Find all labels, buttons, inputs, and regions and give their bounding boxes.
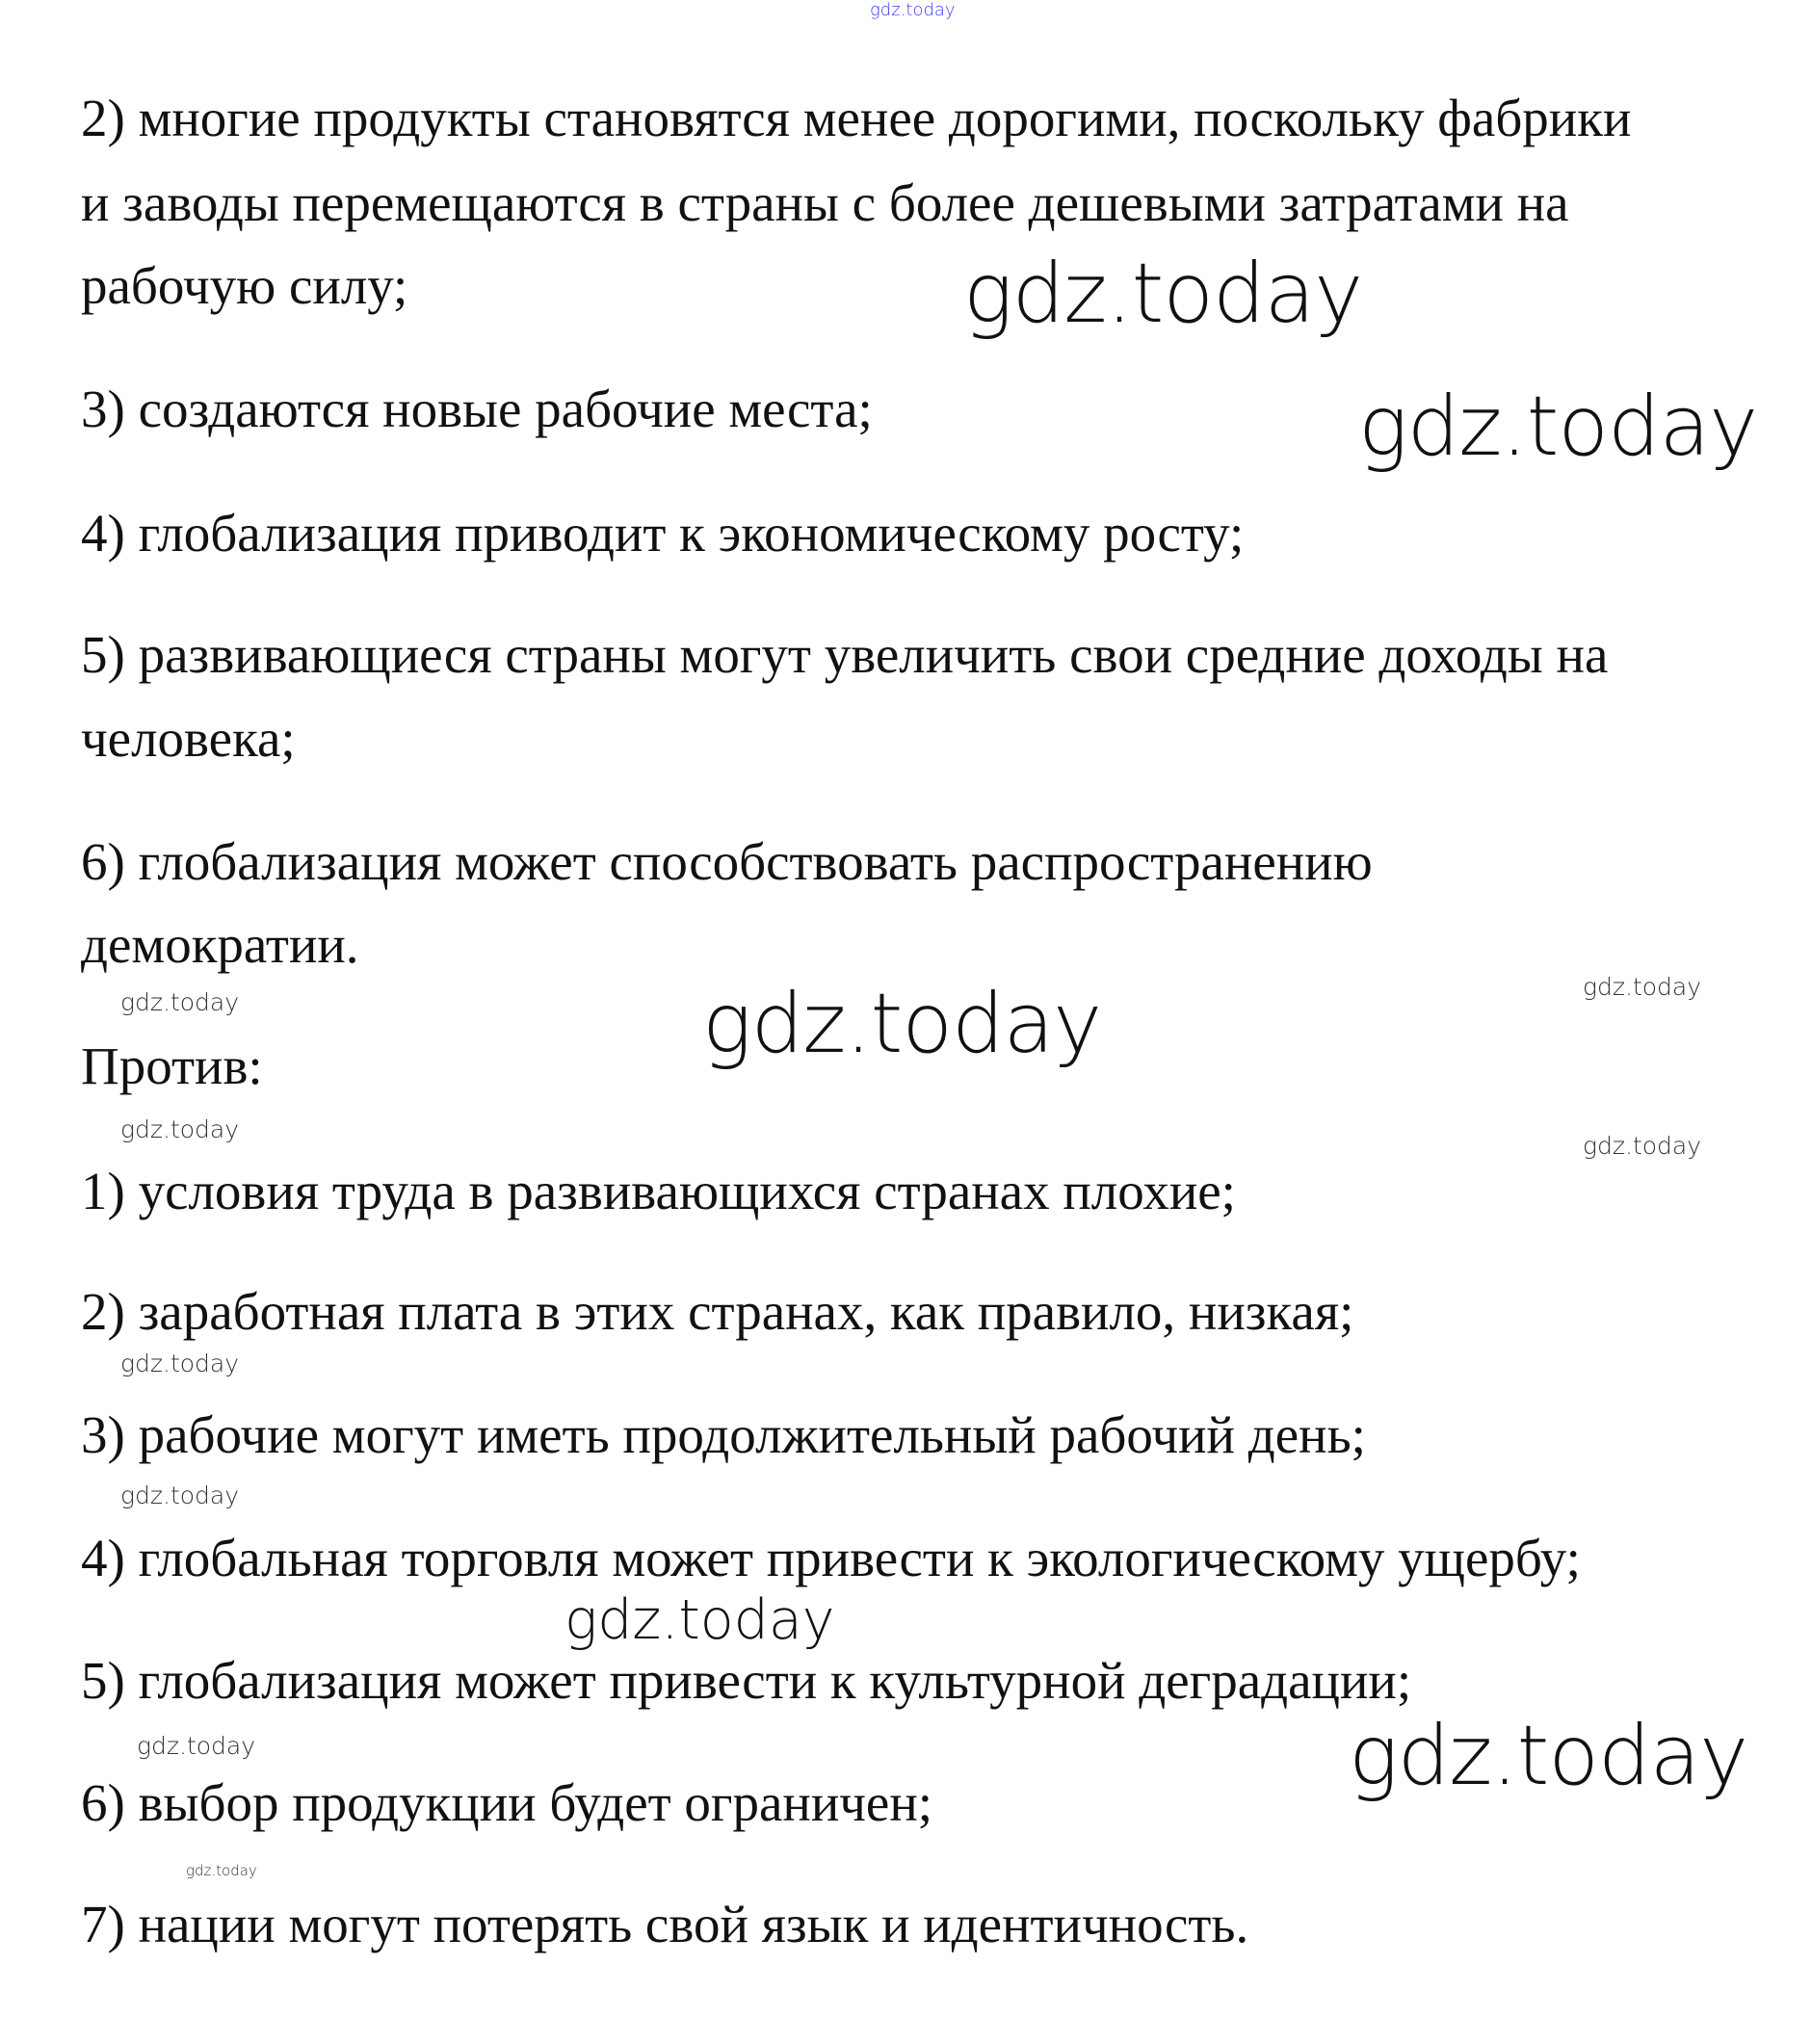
pro-line: и заводы перемещаются в страны с более дешевыми затратами на: [81, 173, 1569, 232]
pro-line: 4) глобализация приводит к экономическому росту;: [81, 504, 1245, 563]
pro-line: 2) многие продукты становятся менее дорогими, поскольку фабрики: [81, 89, 1632, 147]
watermark: gdz.today: [120, 1115, 240, 1143]
pro-line: 5) развивающиеся страны могут увеличить свои средние доходы на: [81, 625, 1609, 684]
pro-line: 6) глобализация может способствовать распространению: [81, 832, 1373, 891]
watermark: gdz.today: [120, 988, 240, 1016]
contra-line: 7) нации могут потерять свой язык и идентичность.: [81, 1895, 1249, 1953]
watermark: gdz.today: [1358, 379, 1758, 475]
watermark: gdz.today: [963, 246, 1363, 342]
pro-line: 3) создаются новые рабочие места;: [81, 380, 873, 438]
watermark: gdz.today: [1349, 1708, 1748, 1804]
contra-line: 5) глобализация может привести к культурной деградации;: [81, 1651, 1412, 1710]
watermark: gdz.today: [702, 976, 1102, 1072]
contra-heading: Против:: [81, 1036, 263, 1095]
contra-line: 4) глобальная торговля может привести к экологическому ущербу;: [81, 1529, 1581, 1587]
pro-line: рабочую силу;: [81, 256, 408, 315]
watermark: gdz.today: [1583, 1132, 1702, 1160]
watermark: gdz.today: [1583, 973, 1702, 1001]
pro-line: человека;: [81, 709, 296, 768]
watermark: gdz.today: [564, 1588, 835, 1652]
watermark: gdz.today: [120, 1350, 240, 1377]
watermark: gdz.today: [186, 1862, 257, 1879]
contra-line: 6) выбор продукции будет ограничен;: [81, 1773, 933, 1832]
pro-line: демократии.: [81, 915, 359, 974]
watermark: gdz.today: [137, 1732, 256, 1760]
watermark: gdz.today: [870, 0, 956, 20]
contra-line: 3) рабочие могут иметь продолжительный рабочий день;: [81, 1405, 1366, 1464]
watermark: gdz.today: [120, 1481, 240, 1509]
contra-line: 1) условия труда в развивающихся странах плохие;: [81, 1162, 1236, 1220]
contra-line: 2) заработная плата в этих странах, как правило, низкая;: [81, 1282, 1354, 1341]
